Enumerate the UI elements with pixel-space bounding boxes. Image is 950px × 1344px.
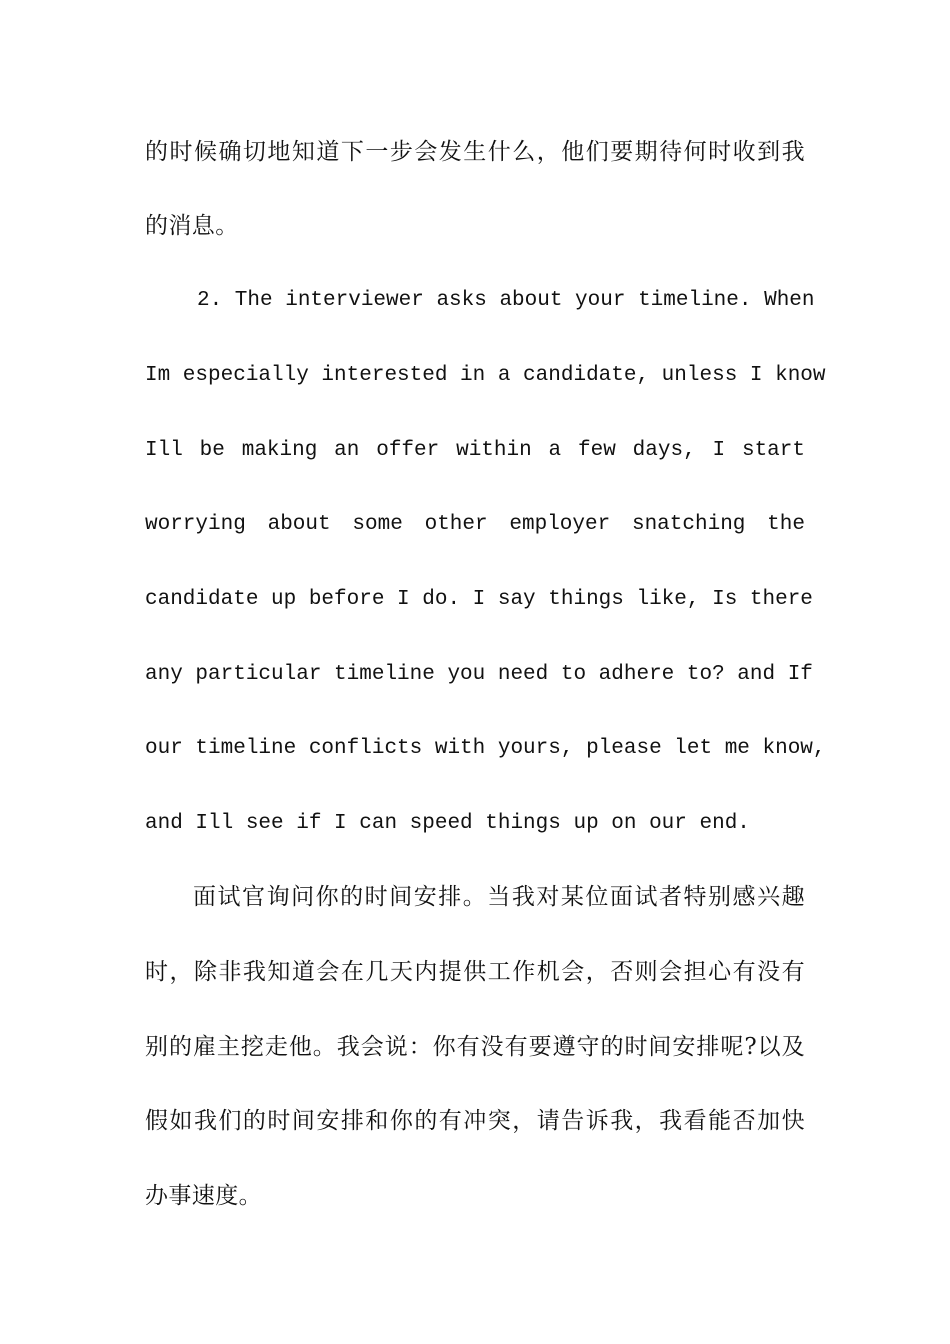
paragraph-2-line-6: any particular timeline you need to adhere to? and If <box>145 663 813 686</box>
paragraph-2-line-5: candidate up before I do. I say things like, Is there <box>145 588 813 611</box>
paragraph-2-line-8: and Ill see if I can speed things up on our end. <box>145 812 750 835</box>
paragraph-3-line-1: 面试官询问你的时间安排。当我对某位面试者特别感兴趣 <box>193 884 805 910</box>
paragraph-1-line-2: 的消息。 <box>145 213 239 239</box>
paragraph-2-line-3: Ill be making an offer within a few days, I start <box>145 439 805 462</box>
paragraph-1-line-1: 的时候确切地知道下一步会发生什么，他们要期待何时收到我 <box>145 139 805 165</box>
paragraph-3-line-4: 假如我们的时间安排和你的有冲突，请告诉我，我看能否加快 <box>145 1108 805 1134</box>
paragraph-2-line-1: 2. The interviewer asks about your timeline. When <box>197 289 815 312</box>
paragraph-2-line-4: worrying about some other employer snatching the <box>145 513 805 536</box>
paragraph-3-line-3: 别的雇主挖走他。我会说：你有没有要遵守的时间安排呢?以及 <box>145 1034 805 1060</box>
paragraph-2-line-2: Im especially interested in a candidate, unless I know <box>145 364 826 387</box>
paragraph-2-line-7: our timeline conflicts with yours, please let me know, <box>145 737 826 760</box>
paragraph-3-line-2: 时，除非我知道会在几天内提供工作机会，否则会担心有没有 <box>145 959 805 985</box>
paragraph-3-line-5: 办事速度。 <box>145 1183 262 1209</box>
